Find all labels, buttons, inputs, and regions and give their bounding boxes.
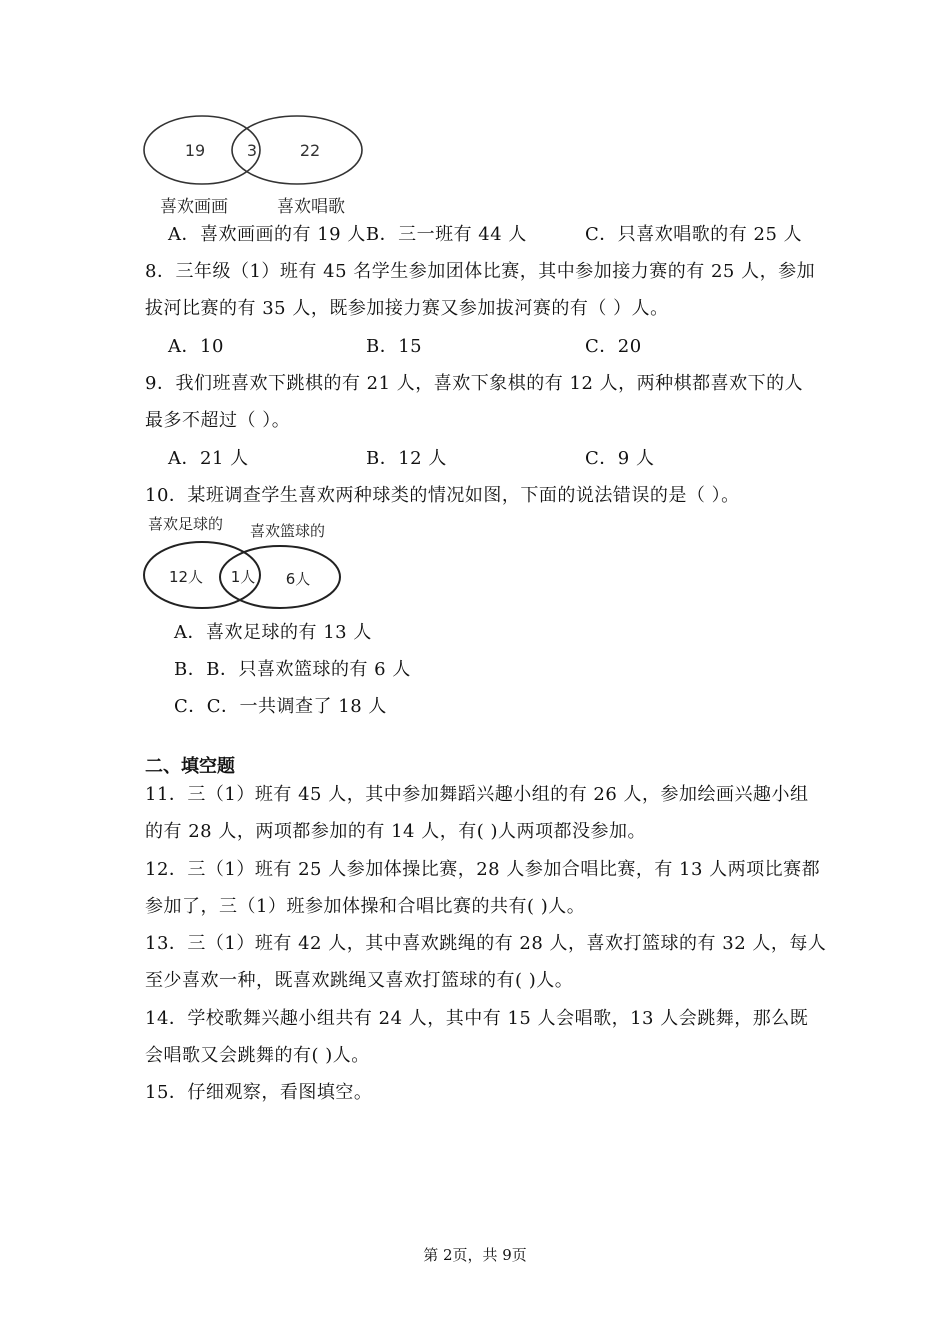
q12-text-line1: 12．三（1）班有 25 人参加体操比赛，28 人参加合唱比赛，有 13 人两项比赛都 bbox=[145, 859, 821, 880]
q13-text-line2: 至少喜欢一种，既喜欢跳绳又喜欢打篮球的有( )人。 bbox=[145, 970, 574, 991]
venn2-left-label: 喜欢足球的 bbox=[148, 515, 224, 533]
q14-text-line2: 会唱歌又会跳舞的有( )人。 bbox=[145, 1045, 370, 1066]
q10-option-a: A．喜欢足球的有 13 人 bbox=[174, 622, 372, 643]
q10-option-c: C．C．一共调查了 18 人 bbox=[174, 696, 387, 717]
venn-left-value: 19 bbox=[184, 141, 206, 160]
q7-option-c: C．只喜欢唱歌的有 25 人 bbox=[585, 224, 803, 245]
venn2-left-value: 12人 bbox=[168, 568, 204, 586]
q8-option-b: B．15 bbox=[366, 336, 423, 357]
q13-text-line1: 13．三（1）班有 42 人，其中喜欢跳绳的有 28 人，喜欢打篮球的有 32 人，每人 bbox=[145, 933, 827, 954]
q8-text-line2: 拔河比赛的有 35 人，既参加接力赛又参加拔河赛的有（ ）人。 bbox=[145, 298, 669, 319]
q9-text-line2: 最多不超过（ ）。 bbox=[145, 410, 291, 431]
q15-text-line1: 15．仔细观察，看图填空。 bbox=[145, 1082, 373, 1103]
venn-diagram-painting-singing bbox=[140, 112, 370, 192]
venn-left-label: 喜欢画画 bbox=[160, 197, 228, 217]
q9-option-b: B．12 人 bbox=[366, 448, 447, 469]
q12-text-line2: 参加了，三（1）班参加体操和合唱比赛的共有( )人。 bbox=[145, 896, 586, 917]
q7-options-ab: A．喜欢画画的有 19 人B．三一班有 44 人 bbox=[168, 224, 527, 245]
section-heading-fill-in: 二、填空题 bbox=[145, 756, 235, 777]
venn-right-label: 喜欢唱歌 bbox=[277, 197, 345, 217]
q8-option-a: A．10 bbox=[168, 336, 224, 357]
q9-text-line1: 9．我们班喜欢下跳棋的有 21 人，喜欢下象棋的有 12 人，两种棋都喜欢下的人 bbox=[145, 373, 804, 394]
q11-text-line2: 的有 28 人，两项都参加的有 14 人，有( )人两项都没参加。 bbox=[145, 821, 646, 842]
q10-text-line1: 10．某班调查学生喜欢两种球类的情况如图，下面的说法错误的是（ ）。 bbox=[145, 485, 740, 506]
q10-option-b: B．B．只喜欢篮球的有 6 人 bbox=[174, 659, 411, 680]
venn2-right-label: 喜欢篮球的 bbox=[250, 522, 326, 540]
q8-text-line1: 8．三年级（1）班有 45 名学生参加团体比赛，其中参加接力赛的有 25 人，参加 bbox=[145, 261, 816, 282]
venn-right-value: 22 bbox=[299, 141, 321, 160]
venn-diagram-football-basketball bbox=[140, 538, 350, 612]
venn-overlap-value: 3 bbox=[246, 141, 258, 160]
q8-option-c: C．20 bbox=[585, 336, 642, 357]
q9-option-c: C．9 人 bbox=[585, 448, 655, 469]
page-footer: 第 2页，共 9页 bbox=[423, 1246, 527, 1264]
q11-text-line1: 11．三（1）班有 45 人，其中参加舞蹈兴趣小组的有 26 人，参加绘画兴趣小组 bbox=[145, 784, 809, 805]
venn2-overlap-value: 1人 bbox=[230, 568, 256, 586]
q14-text-line1: 14．学校歌舞兴趣小组共有 24 人，其中有 15 人会唱歌，13 人会跳舞，那么既 bbox=[145, 1008, 809, 1029]
venn2-right-value: 6人 bbox=[285, 570, 311, 588]
q9-option-a: A．21 人 bbox=[168, 448, 249, 469]
